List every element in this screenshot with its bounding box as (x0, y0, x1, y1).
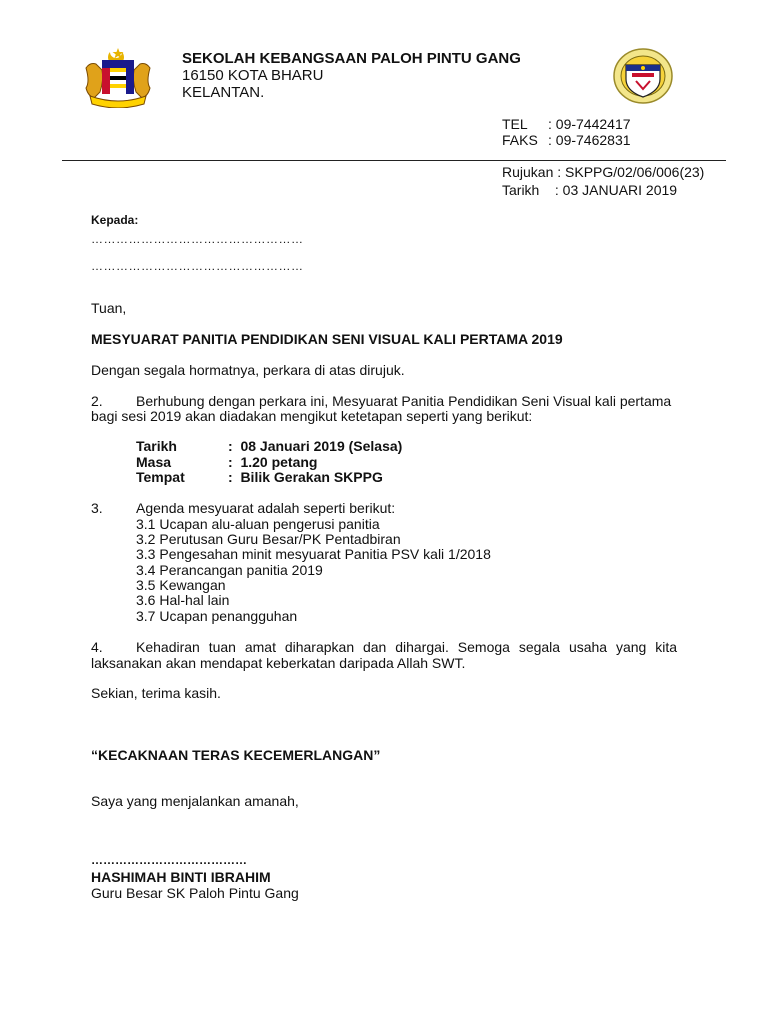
paragraph-2-number: 2. (91, 393, 103, 409)
recipient-label: Kepada: (91, 213, 139, 227)
school-motto: “KECAKNAAN TERAS KECEMERLANGAN” (91, 747, 381, 763)
fax-label: FAKS (502, 132, 538, 148)
header-divider (62, 160, 726, 161)
tel-label: TEL (502, 116, 528, 132)
agenda-intro: Agenda mesyuarat adalah seperti berikut: (136, 500, 396, 516)
signature-dots: ………………………………… (91, 853, 247, 867)
tel-value: : 09-7442417 (548, 116, 631, 132)
signatory-title: Guru Besar SK Paloh Pintu Gang (91, 885, 299, 901)
paragraph-2-line-2: bagi sesi 2019 akan diadakan mengikut ketetapan seperti yang berikut: (91, 408, 533, 424)
detail-date-value: : 08 Januari 2019 (Selasa) (228, 438, 403, 454)
reference-number: Rujukan : SKPPG/02/06/006(23) (502, 164, 705, 180)
paragraph-4-number: 4. (91, 639, 103, 655)
fax-value: : 09-7462831 (548, 132, 631, 148)
closing-line: Sekian, terima kasih. (91, 685, 221, 701)
detail-time-value: : 1.20 petang (228, 454, 318, 470)
opening-line: Dengan segala hormatnya, perkara di atas dirujuk. (91, 362, 405, 378)
paragraph-2-line-1: Berhubung dengan perkara ini, Mesyuarat Panitia Pendidikan Seni Visual kali pertama (136, 393, 672, 409)
letter-subject: MESYUARAT PANITIA PENDIDIKAN SENI VISUAL KALI PERTAMA 2019 (91, 331, 563, 347)
agenda-item: 3.7 Ucapan penangguhan (136, 608, 298, 624)
salutation: Tuan, (91, 300, 127, 316)
school-name: SEKOLAH KEBANGSAAN PALOH PINTU GANG (182, 50, 521, 67)
malaysia-coat-of-arms-icon (80, 46, 156, 108)
detail-place-value: : Bilik Gerakan SKPPG (228, 469, 383, 485)
detail-time-label: Masa (136, 454, 172, 470)
address-line-1: 16150 KOTA BHARU (182, 67, 324, 84)
paragraph-4-line-2: laksanakan akan mendapat keberkatan daripada Allah SWT. (91, 655, 466, 671)
agenda-item: 3.1 Ucapan alu-aluan pengerusi panitia (136, 516, 380, 532)
paragraph-3-number: 3. (91, 500, 103, 516)
agenda-item: 3.6 Hal-hal lain (136, 592, 230, 608)
letter-date: Tarikh : 03 JANUARI 2019 (502, 182, 678, 198)
trust-line: Saya yang menjalankan amanah, (91, 793, 299, 809)
detail-date-label: Tarikh (136, 438, 177, 454)
detail-place-label: Tempat (136, 469, 185, 485)
agenda-item: 3.4 Perancangan panitia 2019 (136, 562, 323, 578)
agenda-item: 3.5 Kewangan (136, 577, 226, 593)
recipient-line-2: …………………………………………… (91, 259, 304, 273)
recipient-line-1: …………………………………………… (91, 232, 304, 246)
address-line-2: KELANTAN. (182, 84, 265, 101)
agenda-item: 3.2 Perutusan Guru Besar/PK Pentadbiran (136, 531, 401, 547)
school-crest-icon (612, 47, 674, 105)
signatory-name: HASHIMAH BINTI IBRAHIM (91, 869, 271, 885)
agenda-item: 3.3 Pengesahan minit mesyuarat Panitia PSV kali 1/2018 (136, 546, 491, 562)
paragraph-4-line-1: Kehadiran tuan amat diharapkan dan dihargai. Semoga segala usaha yang kita (136, 639, 677, 655)
